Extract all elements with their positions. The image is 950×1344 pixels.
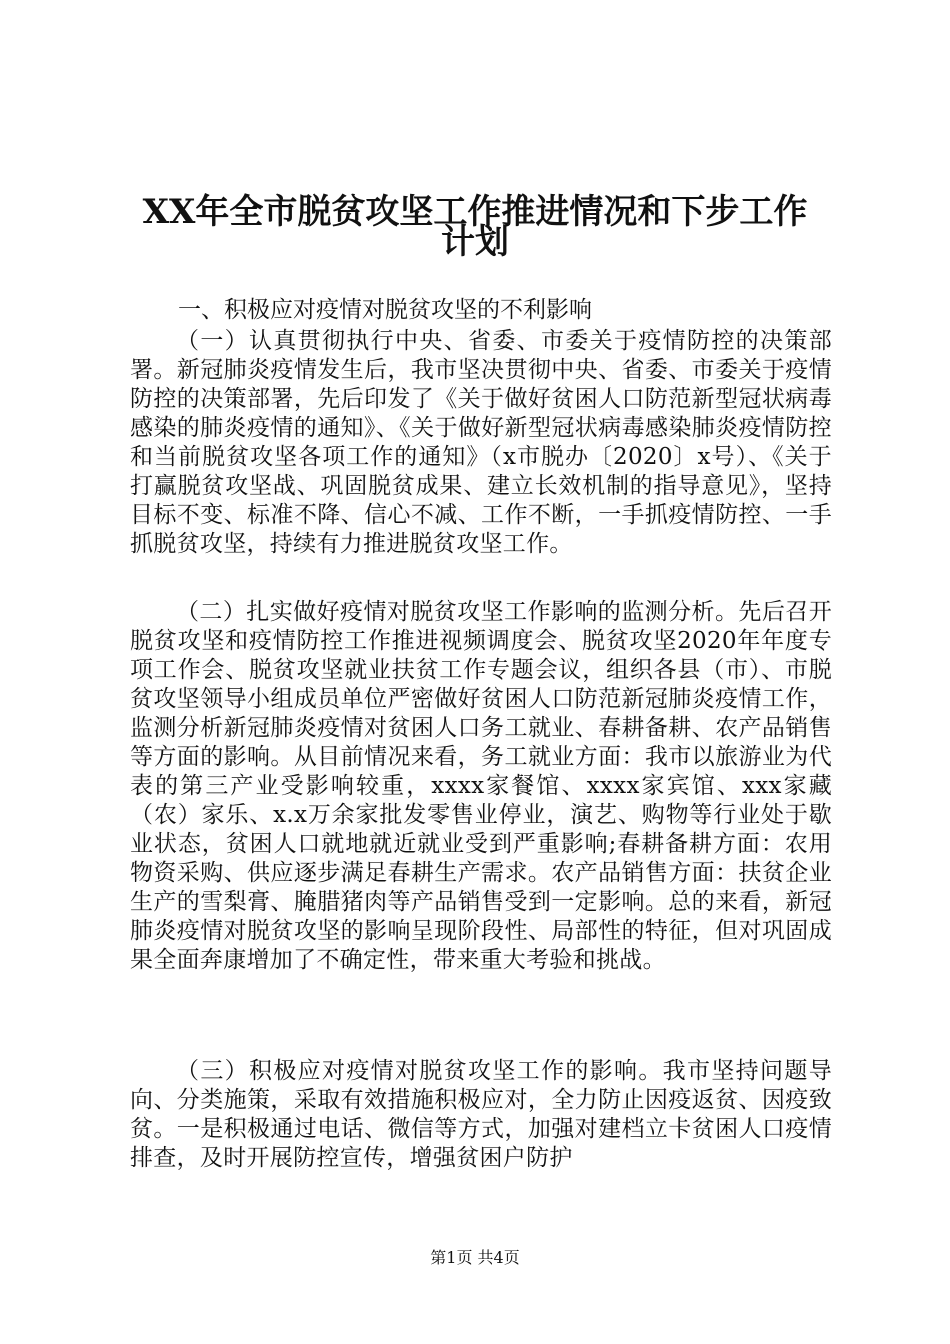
paragraph-3: （三）积极应对疫情对脱贫攻坚工作的影响。我市坚持问题导向、分类施策，采取有效措施积极应对，全力防止因疫返贫、因疫致贫。一是积极通过电话、微信等方式，加强对建档立卡贫困人口疫情排查，及时开展防控宣传，增强贫困户防护: [130, 1058, 832, 1171]
document-title-line-1: XX年全市脱贫攻坚工作推进情况和下步工作: [142, 192, 808, 232]
page-footer: 第1页 共4页: [430, 1248, 520, 1267]
paragraph-2: （二）扎实做好疫情对脱贫攻坚工作影响的监测分析。先后召开脱贫攻坚和疫情防控工作推进视频调度会、脱贫攻坚2020年年度专项工作会、脱贫攻坚就业扶贫工作专题会议，组织各县（市）、市脱贫攻坚领导小组成员单位严密做好贫困人口防范新冠肺炎疫情工作，监测分析新冠肺炎疫情对贫困人口务工就业、春耕备耕、农产品销售等方面的影响。从目前情况来看，务工就业方面：我市以旅游业为代表的第三产业受影响较重，xxxx家餐馆、xxxx家宾馆、xxx家藏（农）家乐、x.x万余家批发零售业停业，演艺、购物等行业处于歇业状态，贫困人口就地就近就业受到严重影响;春耕备耕方面：农用物资采购、供应逐步满足春耕生产需求。农产品销售方面：扶贫企业生产的雪梨膏、腌腊猪肉等产品销售受到一定影响。总的来看，新冠肺炎疫情对脱贫攻坚的影响呈现阶段性、局部性的特征，但对巩固成果全面奔康增加了不确定性，带来重大考验和挑战。: [130, 599, 832, 973]
paragraph-1: （一）认真贯彻执行中央、省委、市委关于疫情防控的决策部署。新冠肺炎疫情发生后，我市坚决贯彻中央、省委、市委关于疫情防控的决策部署，先后印发了《关于做好贫困人口防范新型冠状病毒感染的肺炎疫情的通知》、《关于做好新型冠状病毒感染肺炎疫情防控和当前脱贫攻坚各项工作的通知》（x市脱办〔2020〕x号）、《关于打赢脱贫攻坚战、巩固脱贫成果、建立长效机制的指导意见》，坚持目标不变、标准不降、信心不减、工作不断，一手抓疫情防控、一手抓脱贫攻坚，持续有力推进脱贫攻坚工作。: [130, 328, 832, 557]
document-title-line-2: 计划: [441, 222, 509, 262]
section-heading: 一、积极应对疫情对脱贫攻坚的不利影响: [178, 297, 592, 323]
